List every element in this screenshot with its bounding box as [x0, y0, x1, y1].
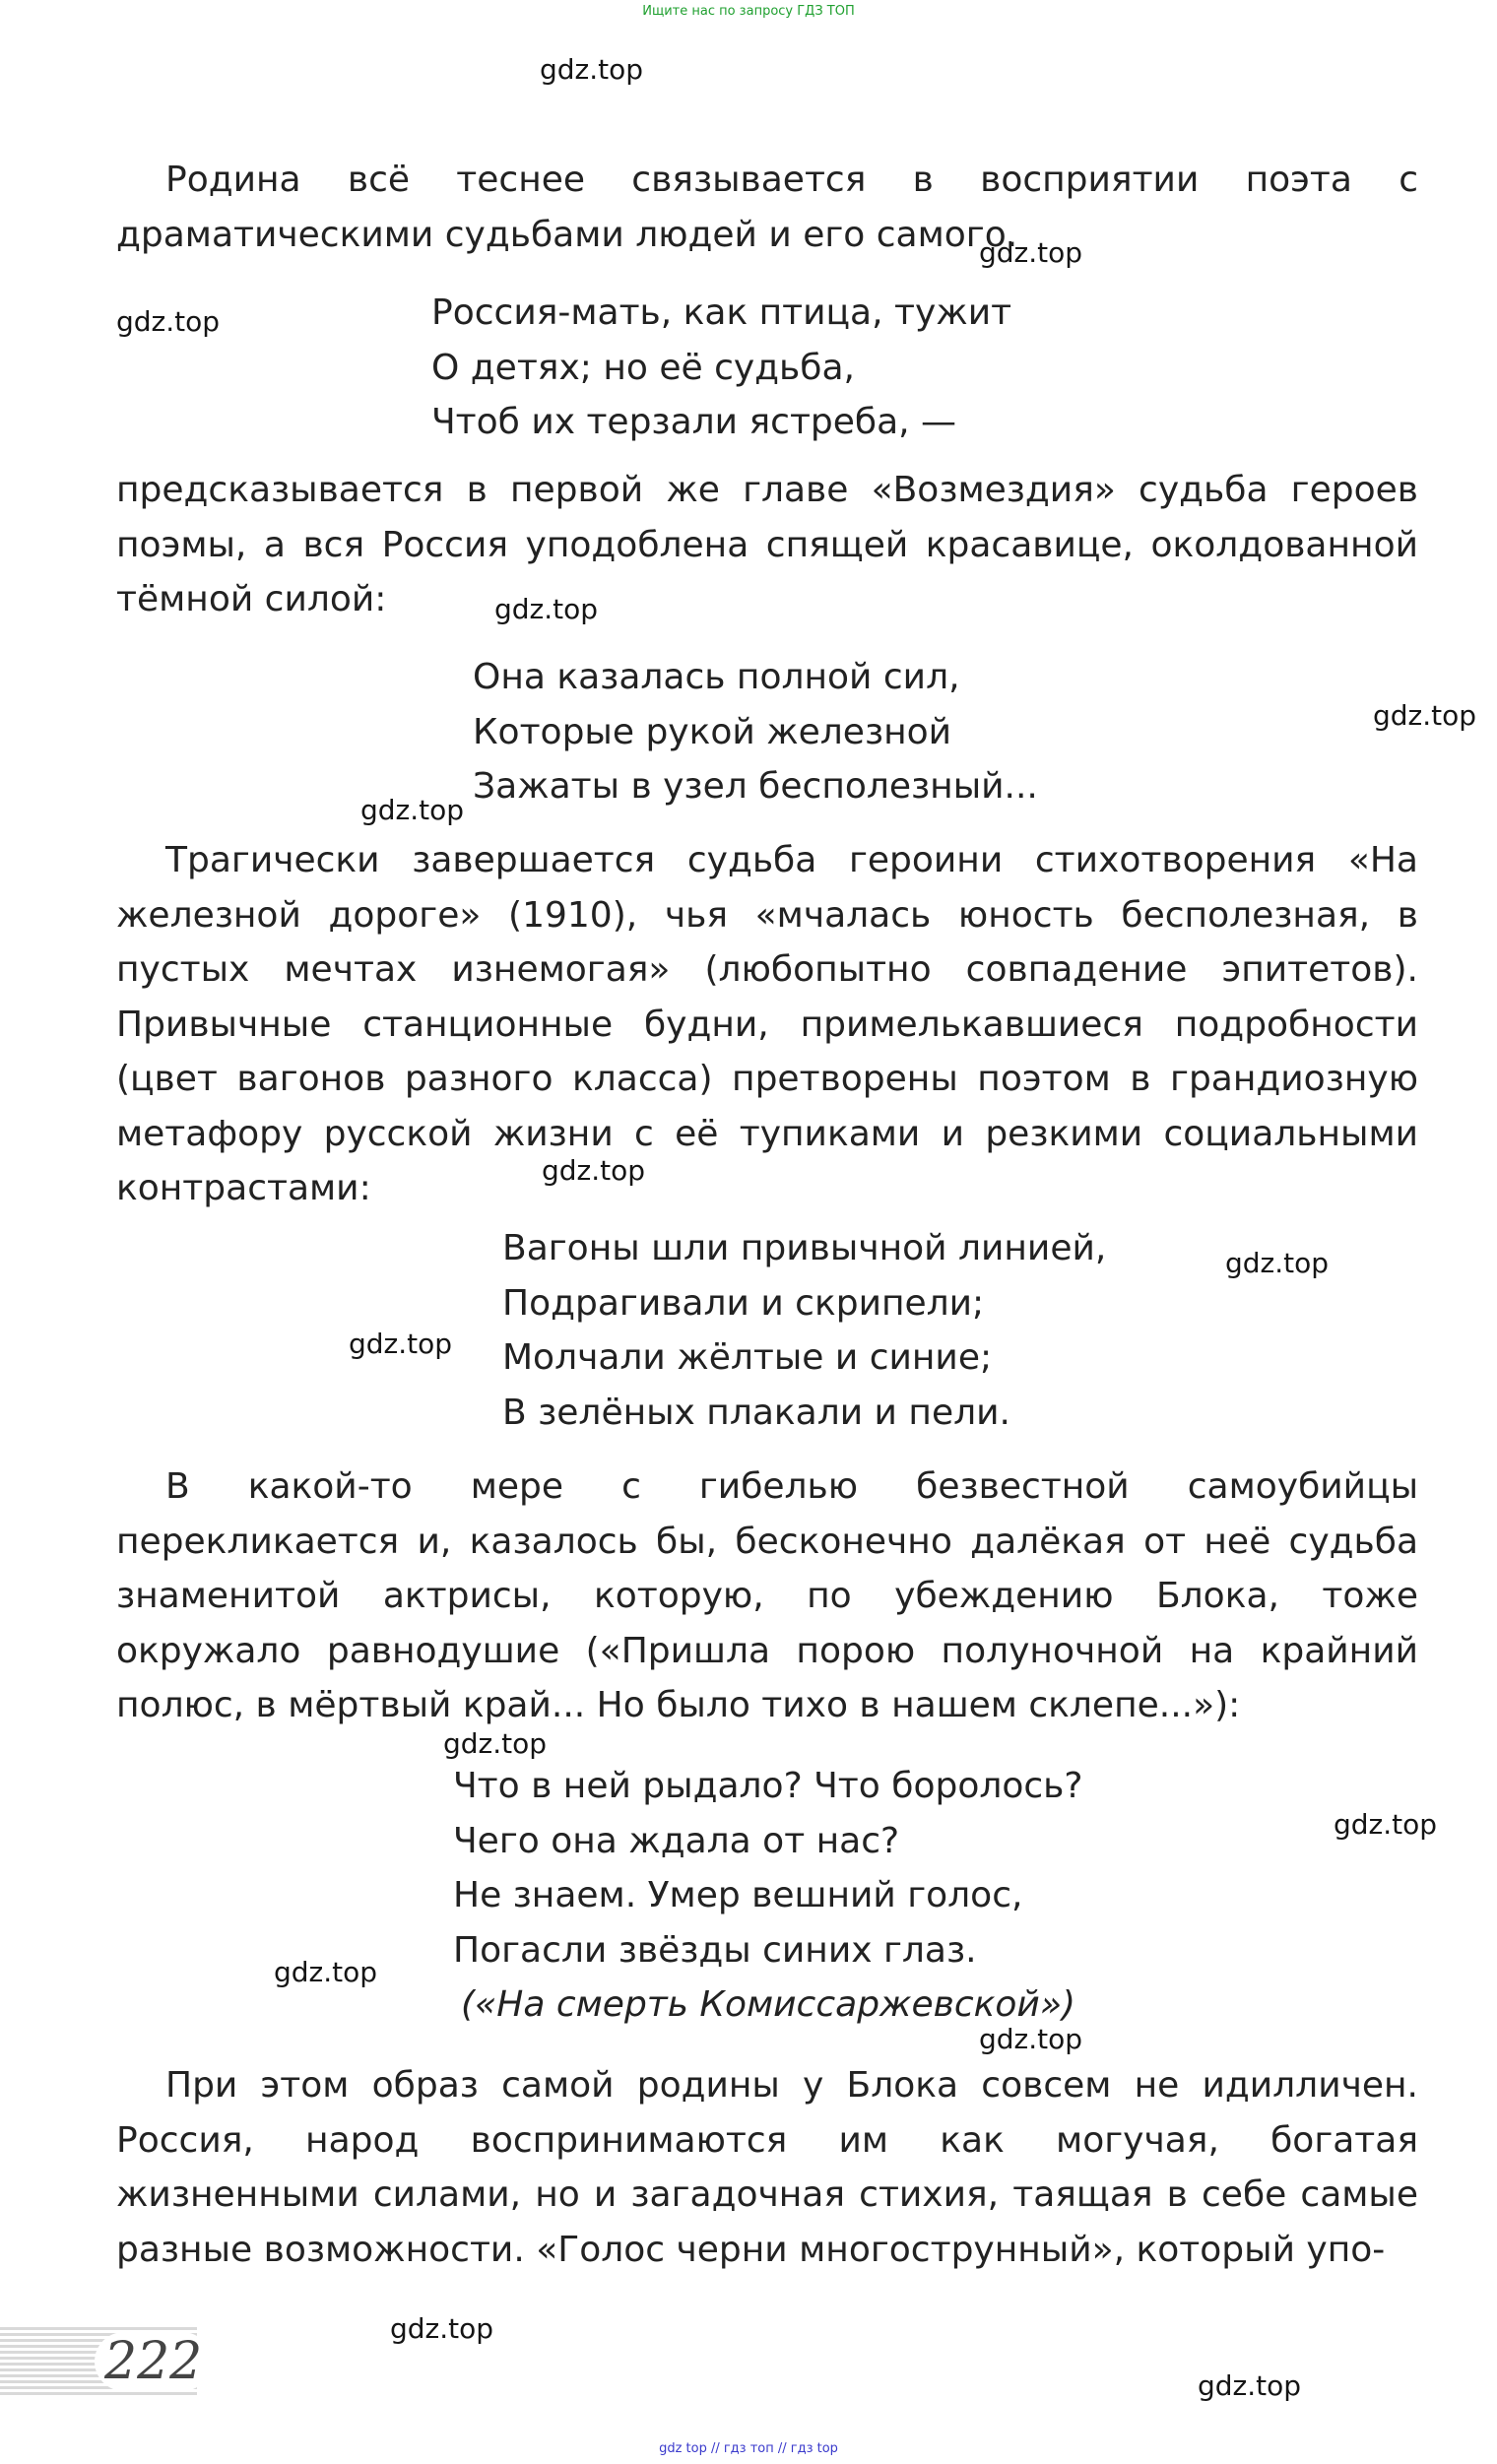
- verse-line: Чтоб их терзали ястреба, —: [431, 402, 957, 442]
- verse-line: Что в ней рыдало? Что боролось?: [453, 1766, 1083, 1806]
- verse-line: В зелёных плакали и пели.: [502, 1392, 1010, 1433]
- verse-line: Погасли звёзды синих глаз.: [453, 1929, 977, 1971]
- paragraph-3: Трагически завершается судьба героини стихотворения «На железной дороге» (1910), чья «мчалась юность бесполезная, в пустых мечтах изнемогая» (любопытно совпадение эпитетов). Привычные станционные будни, примелькавшиеся подробности (цвет вагонов разного класса) претворены поэтом в грандиозную метафору русской жизни с её тупиками и резкими социальными контрастами:: [116, 840, 1418, 1208]
- verse-line: Не знаем. Умер вешний голос,: [453, 1875, 1023, 1915]
- paragraph-4: В какой-то мере с гибелью безвестной самоубийцы перекликается и, казалось бы, бесконечно далёкая от неё судьба знаменитой актрисы, которую, по убеждению Блока, тоже окружало равнодушие («Пришла порою полуночной на крайний полюс, в мёртвый край... Но было тихо в нашем склепе...»):: [116, 1466, 1418, 1725]
- verse-line: Молчали жёлтые и синие;: [502, 1337, 993, 1378]
- verse-line: Чего она ждала от нас?: [453, 1820, 900, 1861]
- watermark: gdz.top: [540, 53, 644, 86]
- watermark: gdz.top: [494, 593, 599, 625]
- watermark: gdz.top: [1373, 699, 1477, 732]
- watermark: gdz.top: [979, 236, 1083, 269]
- watermark: gdz.top: [1334, 1808, 1438, 1841]
- paragraph-1: Родина всё теснее связывается в восприятии поэта с драматическими судьбами людей и его самого.: [116, 160, 1418, 255]
- verse-4: [453, 1759, 1083, 2033]
- footer-note: gdz top // гдз топ // гдз top: [659, 2441, 838, 2456]
- paragraph-5: При этом образ самой родины у Блока совсем не идилличен. Россия, народ воспринимаются им как могучая, богатая жизненными силами, но и загадочная стихия, таящая в себе самые разные возможности. «Голос черни многострунный», который упо-: [116, 2065, 1418, 2270]
- watermark: gdz.top: [360, 794, 465, 826]
- page-number: 222: [95, 2332, 212, 2391]
- verse-line: Подрагивали и скрипели;: [502, 1282, 985, 1324]
- verse-caption: («На смерть Комиссаржевской»): [461, 1984, 1076, 2025]
- verse-line: Которые рукой железной: [473, 711, 952, 752]
- watermark: gdz.top: [349, 1328, 453, 1360]
- verse-line: Зажаты в узел бесполезный...: [473, 766, 1038, 807]
- verse-line: Россия-мать, как птица, тужит: [431, 292, 1012, 333]
- watermark: gdz.top: [390, 2312, 494, 2345]
- watermark: gdz.top: [1225, 1247, 1330, 1279]
- verse-line: Она казалась полной сил,: [473, 657, 960, 697]
- verse-2: [473, 650, 1038, 814]
- watermark: gdz.top: [542, 1154, 646, 1187]
- watermark: gdz.top: [1198, 2369, 1302, 2402]
- watermark: gdz.top: [979, 2023, 1083, 2055]
- verse-line: Вагоны шли привычной линией,: [502, 1228, 1107, 1268]
- paragraph-2: предсказывается в первой же главе «Возмездия» судьба героев поэмы, а вся Россия уподоблена спящей красавице, околдованной тёмной силой:: [116, 470, 1418, 619]
- header-note: Ищите нас по запросу ГДЗ ТОП: [642, 4, 855, 19]
- verse-1: [431, 286, 1011, 450]
- watermark: gdz.top: [443, 1727, 548, 1760]
- watermark: gdz.top: [274, 1956, 378, 1988]
- watermark: gdz.top: [116, 305, 221, 338]
- verse-3: [502, 1221, 1106, 1440]
- verse-line: О детях; но её судьба,: [431, 347, 855, 388]
